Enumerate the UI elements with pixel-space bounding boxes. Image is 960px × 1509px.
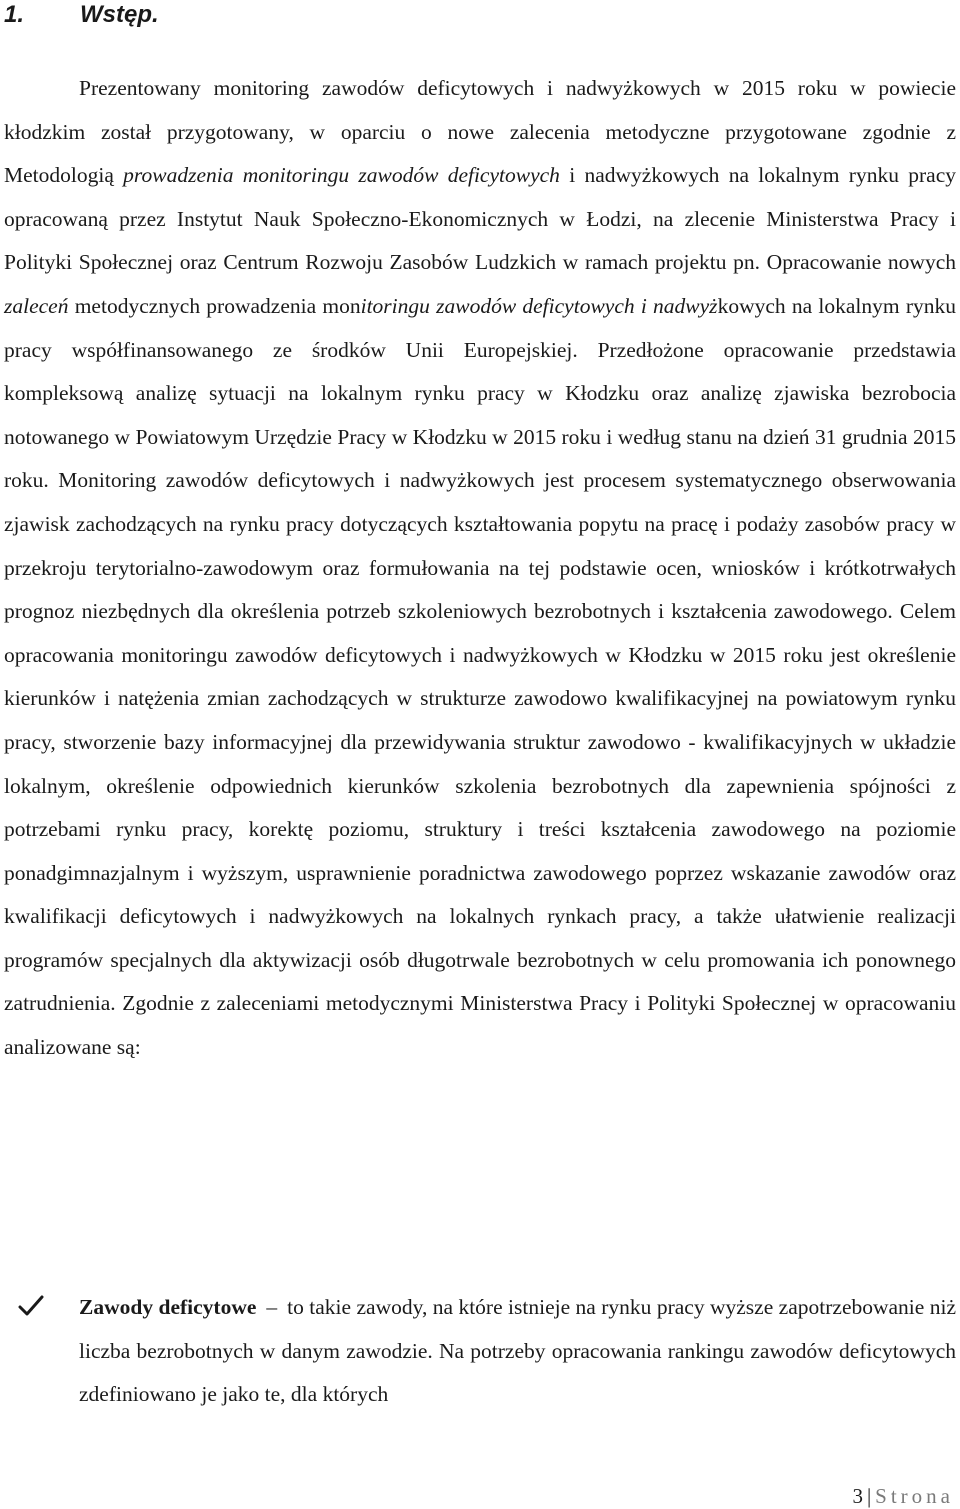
page-footer: [852, 1483, 954, 1509]
text-run: kowych na lokalnym rynku pracy współfinansowanego ze środków Unii Europejskiej. Przedłożone opracowanie przedstawia kompleksową analizę sytuacji na lokalnym rynku pracy w Kłodzku oraz analizę zjawiska bezrobocia notowanego w Powiatowym Urzędzie Pracy w Kłodzku w 2015 roku i według stanu na dzień 31 grudnia 2015 roku. Monitoring zawodów deficytowych i nadwyżkowych jest procesem systematycznego obserwowania zjawisk zachodzących na rynku pracy dotyczących kształtowania popytu na pracę i podaży zasobów pracy w przekroju terytorialno-zawodowym oraz formułowania na tej podstawie ocen, wniosków i krótkotrwałych prognoz niezbędnych dla określenia potrzeb szkoleniowych bezrobotnych i kształcenia zawodowego. Celem opracowania monitoringu zawodów deficytowych i nadwyżkowych w Kłodzku w 2015 roku jest określenie kierunków i natężenia zmian zachodzących w strukturze zawodowo kwalifikacyjnej na powiatowym rynku pracy, stworzenie bazy informacyjnej dla przewidywania struktur zawodowo - kwalifikacyjnych w układzie lokalnym, określenie odpowiednich kierunków szkolenia bezrobotnych dla zapewnienia spójności z potrzebami rynku pracy, korektę poziomu, struktury i treści kształcenia zawodowego na poziomie ponadgimnazjalnym i wyższym, usprawnienie poradnictwa zawodowego poprzez wskazanie zawodów oraz kwalifikacji deficytowych i nadwyżkowych na lokalnych rynkach pracy, a także ułatwienie realizacji programów specjalnych dla aktywizacji osób długotrwale bezrobotnych w celu promowania ich ponownego zatrudnienia. Zgodnie z zaleceniami metodycznymi Ministerstwa Pracy i Polityki Społecznej w opracowaniu analizowane są:: [4, 293, 956, 1060]
section-number: 1.: [4, 1, 25, 28]
list-dash: –: [266, 1295, 278, 1319]
text-run: Prezentowany monitoring zawodów deficytowych i nadwyżkowych w 2015 roku w powiecie kłodzkim został przygotowany, w oparciu o nowe zalecenia metodyczne przygotowane zgodnie z Metodologią: [4, 76, 956, 188]
list-term: Zawody deficytowe: [79, 1295, 257, 1319]
footer-page-label: Strona: [875, 1484, 954, 1508]
text-run: metodycznych prowadzenia mon: [68, 293, 361, 318]
page-number: 3: [852, 1484, 863, 1508]
intro-paragraph: [4, 67, 956, 1070]
list-item-deficit-occupations: [4, 1286, 956, 1417]
checkmark-icon: [18, 1293, 44, 1319]
footer-separator: |: [866, 1484, 872, 1508]
italic-text-run: prowadzenia monitoringu zawodów deficytowych: [123, 163, 560, 188]
definition-list: [4, 1286, 956, 1417]
list-description: to takie zawody, na które istnieje na rynku pracy wyższe zapotrzebowanie niż liczba bezrobotnych w danym zawodzie. Na potrzeby opracowania rankingu zawodów deficytowych zdefiniowano je jako te, dla których: [79, 1295, 956, 1407]
text-run: i nadwyżkowych na lokalnym rynku pracy opracowaną przez Instytut Nauk Społeczno-Ekonomicznych w Łodzi, na zlecenie Ministerstwa Pracy i Polityki Społecznej oraz Centrum Rozwoju Zasobów Ludzkich w ramach projektu pn. Opracowanie nowych: [4, 163, 956, 275]
section-title: Wstęp.: [80, 1, 159, 28]
italic-text-run: itoringu zawodów deficytowych i nadwyż: [360, 293, 718, 318]
section-heading: [4, 0, 159, 30]
italic-text-run: zaleceń: [4, 293, 69, 318]
